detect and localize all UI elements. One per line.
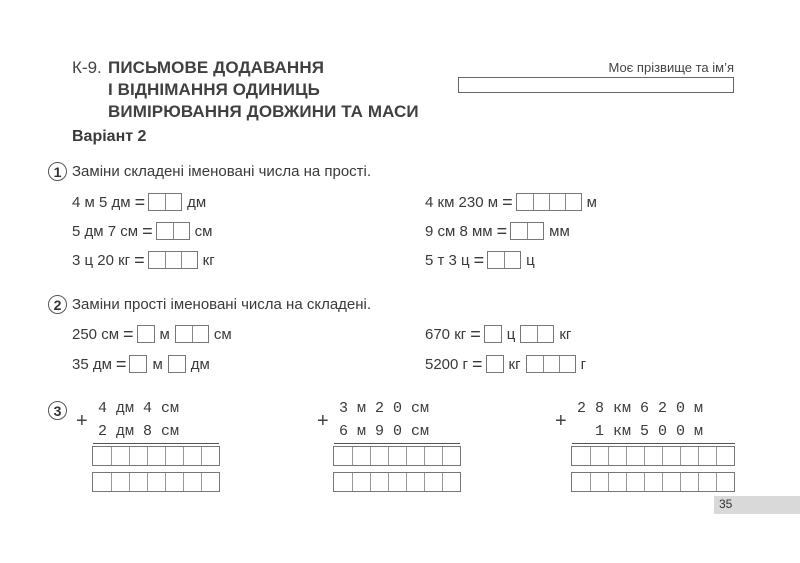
variant-label: Варіант 2 — [72, 128, 147, 145]
equals-sign: = — [496, 221, 508, 241]
title-line-2: І ВІДНІМАННЯ ОДИНИЦЬ — [108, 80, 320, 99]
equals-sign: = — [134, 192, 146, 212]
expression: 5 дм 7 см — [72, 222, 139, 240]
answer-grid[interactable] — [333, 446, 461, 466]
title-line-1: ПИСЬМОВЕ ДОДАВАННЯ — [108, 58, 325, 77]
unit: кг — [559, 325, 572, 343]
answer-cells[interactable] — [516, 193, 582, 211]
unit: м — [159, 325, 170, 343]
task-1-row — [425, 222, 570, 240]
expression: 3 ц 20 кг — [72, 251, 131, 269]
expression: 250 см — [72, 325, 120, 343]
task-2-row — [72, 325, 232, 343]
unit: ц — [526, 251, 535, 269]
task-1-row — [425, 251, 535, 269]
answer-cells[interactable] — [484, 325, 502, 343]
expression: 9 см 8 мм — [425, 222, 493, 240]
equals-sign: = — [134, 250, 145, 270]
unit: кг — [202, 251, 215, 269]
answer-cells[interactable] — [520, 325, 554, 343]
expression: 4 м 5 дм — [72, 193, 131, 211]
task-1-row — [72, 251, 215, 269]
unit: м — [586, 193, 597, 211]
equals-sign: = — [470, 324, 481, 344]
unit: кг — [508, 355, 521, 373]
addend-2: 6 м 9 0 см — [339, 423, 430, 440]
equals-sign: = — [115, 354, 127, 374]
answer-cells[interactable] — [168, 355, 186, 373]
plus-sign: + — [76, 410, 88, 432]
sum-line — [572, 443, 735, 444]
unit: г — [580, 355, 587, 373]
task-1-row — [72, 222, 212, 240]
answer-cells[interactable] — [486, 355, 504, 373]
task-1-row — [72, 193, 206, 211]
answer-cells[interactable] — [129, 355, 147, 373]
answer-cells[interactable] — [148, 251, 198, 269]
addend-1: 2 8 км 6 2 0 м — [577, 400, 704, 417]
name-field[interactable] — [458, 77, 734, 93]
unit: дм — [187, 193, 207, 211]
answer-grid[interactable] — [92, 446, 220, 466]
equals-sign: = — [473, 250, 485, 270]
unit: дм — [190, 355, 210, 373]
answer-cells[interactable] — [526, 355, 576, 373]
task-2-row — [425, 325, 571, 343]
addend-1: 4 дм 4 см — [98, 400, 180, 417]
answer-cells[interactable] — [137, 325, 155, 343]
plus-sign: + — [317, 410, 329, 432]
addend-2: 2 дм 8 см — [98, 423, 180, 440]
page-number: 35 — [719, 497, 733, 511]
sum-line — [93, 443, 219, 444]
task-2-row — [425, 355, 586, 373]
answer-cells[interactable] — [148, 193, 182, 211]
expression: 4 км 230 м — [425, 193, 499, 211]
plus-sign: + — [555, 410, 567, 432]
unit: см — [213, 325, 232, 343]
equals-sign: = — [502, 192, 513, 212]
answer-cells[interactable] — [156, 222, 190, 240]
title-line-3: ВИМІРЮВАННЯ ДОВЖИНИ ТА МАСИ — [108, 102, 419, 121]
equals-sign: = — [123, 324, 134, 344]
task-number-3: 3 — [48, 401, 67, 420]
task-2-text: Заміни прості іменовані числа на складені. — [72, 296, 372, 313]
expression: 35 дм — [72, 355, 112, 373]
equals-sign: = — [472, 354, 483, 374]
addend-1: 3 м 2 0 см — [339, 400, 430, 417]
name-label: Моє прізвище та ім’я — [608, 60, 734, 75]
addend-2: 1 км 5 0 0 м — [595, 423, 704, 440]
expression: 5 т 3 ц — [425, 251, 470, 269]
answer-cells[interactable] — [510, 222, 544, 240]
unit: ц — [506, 325, 516, 343]
expression: 670 кг — [425, 325, 467, 343]
answer-cells[interactable] — [175, 325, 209, 343]
task-number-2: 2 — [48, 295, 67, 314]
task-1-row — [425, 193, 597, 211]
expression: 5200 г — [425, 355, 469, 373]
answer-cells[interactable] — [487, 251, 521, 269]
answer-grid[interactable] — [571, 472, 735, 492]
unit: мм — [549, 222, 570, 240]
sum-line — [334, 443, 460, 444]
answer-grid[interactable] — [92, 472, 220, 492]
equals-sign: = — [142, 221, 153, 241]
unit: м — [152, 355, 163, 373]
task-2-row — [72, 355, 210, 373]
unit: см — [194, 222, 213, 240]
task-number-1: 1 — [48, 162, 67, 181]
answer-grid[interactable] — [333, 472, 461, 492]
task-code: К-9. — [72, 58, 102, 77]
answer-grid[interactable] — [571, 446, 735, 466]
task-1-text: Заміни складені іменовані числа на прості. — [72, 163, 372, 180]
